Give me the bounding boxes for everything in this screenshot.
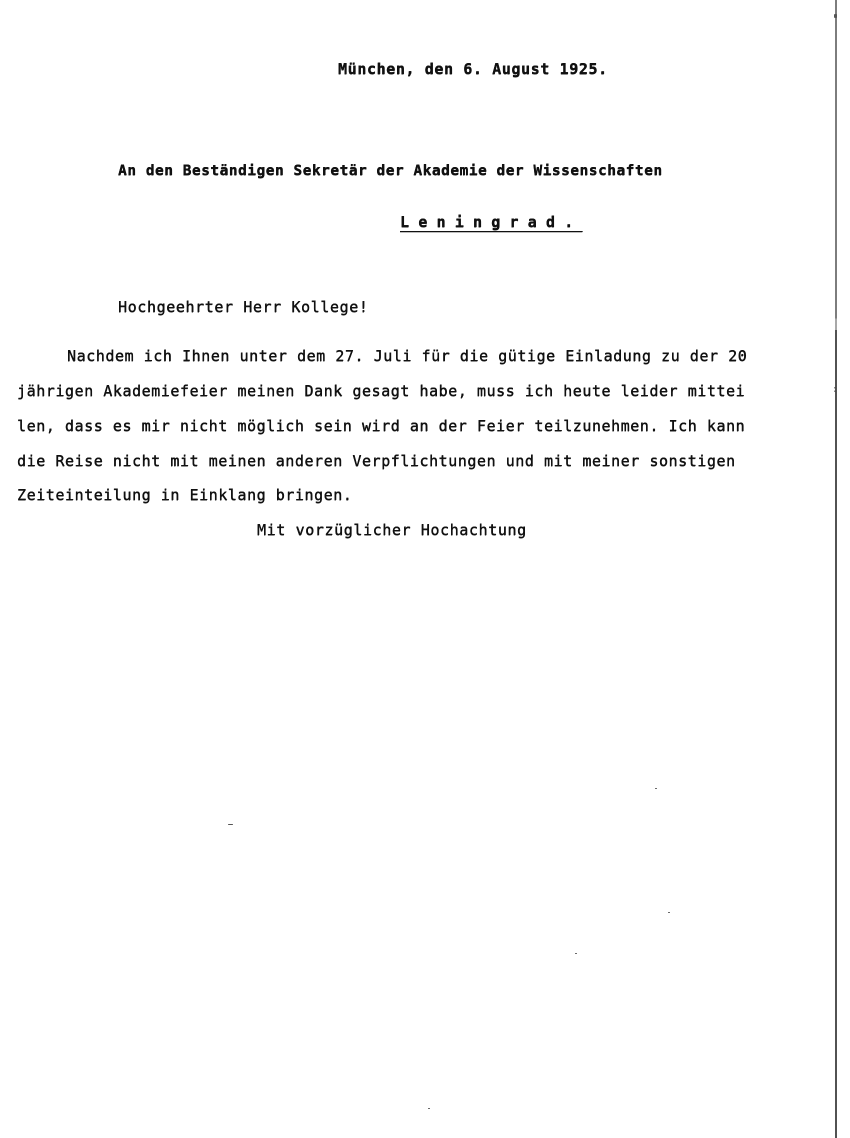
letter-body-line: die Reise nicht mit meinen anderen Verpflichtungen und mit meiner sonstigen: [17, 452, 736, 470]
scan-speck: [834, 14, 837, 18]
scan-speck: [575, 953, 577, 954]
letter-body-line: jährigen Akademiefeier meinen Dank gesagt habe, muss ich heute leider mittei: [17, 382, 746, 400]
letter-body-line: Nachdem ich Ihnen unter dem 27. Juli für die gütige Einladung zu der 20: [67, 347, 748, 365]
letter-salutation: Hochgeehrter Herr Kollege!: [118, 298, 369, 316]
scan-speck: [668, 912, 670, 913]
letter-city: Leningrad.: [400, 213, 583, 231]
letter-closing: Mit vorzüglicher Hochachtung: [257, 521, 527, 539]
scan-speck: [655, 788, 657, 789]
scan-speck: [228, 824, 233, 825]
scan-edge-line: [835, 0, 837, 1138]
scan-speck: [428, 1108, 430, 1109]
letter-date-line: München, den 6. August 1925.: [338, 60, 608, 78]
letter-recipient: An den Beständigen Sekretär der Akademie der Wissenschaften: [118, 163, 663, 179]
letter-body-line: Zeiteinteilung in Einklang bringen.: [17, 486, 353, 504]
letter-body-line: len, dass es mir nicht möglich sein wird an der Feier teilzunehmen. Ich kann: [17, 417, 746, 435]
margin-mark: :: [832, 384, 839, 395]
